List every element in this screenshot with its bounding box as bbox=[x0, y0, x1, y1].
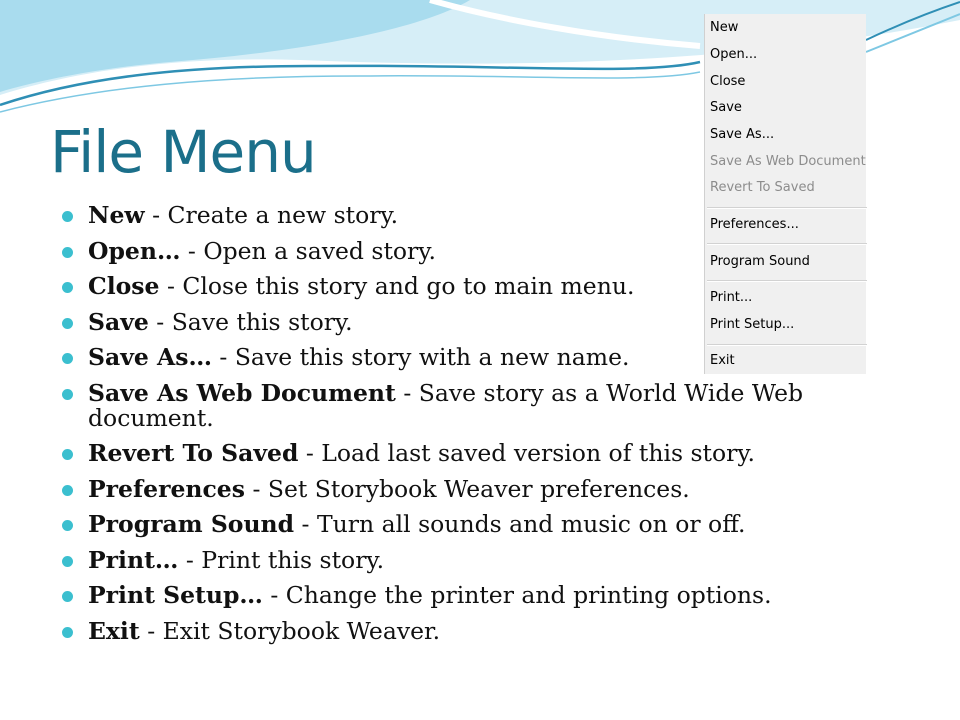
menu-item-save[interactable]: Save bbox=[710, 100, 742, 115]
menu-separator bbox=[707, 207, 867, 209]
bullet-term: Print… bbox=[88, 545, 179, 574]
menu-item-preferences[interactable]: Preferences... bbox=[710, 217, 799, 232]
bullet-icon bbox=[62, 627, 73, 638]
bullet-term: Close bbox=[88, 272, 160, 300]
bullet-icon bbox=[62, 556, 73, 567]
bullet-term: Revert To Saved bbox=[88, 439, 299, 467]
bullet-description: - Set Storybook Weaver preferences. bbox=[244, 474, 690, 503]
list-item bbox=[62, 512, 882, 537]
menu-separator bbox=[707, 243, 867, 245]
bullet-term: Open… bbox=[88, 236, 181, 265]
bullet-icon bbox=[62, 247, 73, 258]
bullet-term: Save As Web Document bbox=[88, 378, 396, 407]
list-item bbox=[62, 545, 882, 574]
bullet-term: Print Setup… bbox=[88, 581, 263, 609]
menu-item-open[interactable]: Open... bbox=[710, 47, 758, 62]
menu-item-program-sound[interactable]: Program Sound bbox=[710, 254, 810, 269]
menu-item-close[interactable]: Close bbox=[710, 74, 746, 89]
menu-item-new[interactable]: New bbox=[710, 20, 739, 35]
bullet-icon bbox=[62, 282, 73, 293]
list-item bbox=[62, 441, 882, 466]
bullet-description: - Print this story. bbox=[178, 545, 385, 574]
bullet-term: Program Sound bbox=[88, 510, 295, 538]
menu-item-revert-to-saved: Revert To Saved bbox=[710, 180, 815, 195]
menu-item-save-as-web-document: Save As Web Document bbox=[710, 154, 866, 169]
bullet-icon bbox=[62, 485, 73, 496]
bullet-icon bbox=[62, 449, 73, 460]
bullet-description: - Save this story with a new name. bbox=[211, 343, 630, 371]
bullet-description: - Save story as a World Wide Web document. bbox=[88, 378, 804, 432]
bullet-term: Save bbox=[88, 307, 149, 336]
bullet-description: - Exit Storybook Weaver. bbox=[139, 616, 441, 645]
bullet-icon bbox=[62, 591, 73, 602]
menu-item-save-as[interactable]: Save As... bbox=[710, 127, 775, 142]
bullet-icon bbox=[62, 520, 73, 531]
bullet-description: - Open a saved story. bbox=[180, 236, 436, 265]
menu-item-print[interactable]: Print... bbox=[710, 290, 753, 305]
menu-item-print-setup[interactable]: Print Setup... bbox=[710, 317, 795, 332]
bullet-description: - Turn all sounds and music on or off. bbox=[294, 510, 746, 538]
menu-item-exit[interactable]: Exit bbox=[710, 353, 735, 368]
bullet-icon bbox=[62, 318, 73, 329]
bullet-term: Save As… bbox=[88, 343, 212, 371]
bullet-term: Preferences bbox=[88, 474, 245, 503]
list-item bbox=[62, 616, 882, 645]
slide-title: File Menu bbox=[50, 118, 316, 186]
bullet-term: Exit bbox=[88, 616, 140, 645]
list-item bbox=[62, 474, 882, 503]
bullet-icon bbox=[62, 353, 73, 364]
menu-separator bbox=[707, 280, 867, 282]
file-menu-screenshot bbox=[704, 14, 866, 374]
bullet-description: - Close this story and go to main menu. bbox=[159, 272, 635, 300]
bullet-description: - Create a new story. bbox=[144, 201, 399, 229]
bullet-description: - Change the printer and printing options. bbox=[262, 581, 772, 609]
bullet-icon bbox=[62, 211, 73, 222]
bullet-icon bbox=[62, 389, 73, 400]
bullet-term: New bbox=[88, 201, 145, 229]
list-item bbox=[62, 378, 882, 432]
menu-separator bbox=[707, 344, 867, 346]
list-item bbox=[62, 583, 882, 608]
bullet-description: - Load last saved version of this story. bbox=[298, 439, 756, 467]
bullet-description: - Save this story. bbox=[148, 307, 353, 336]
